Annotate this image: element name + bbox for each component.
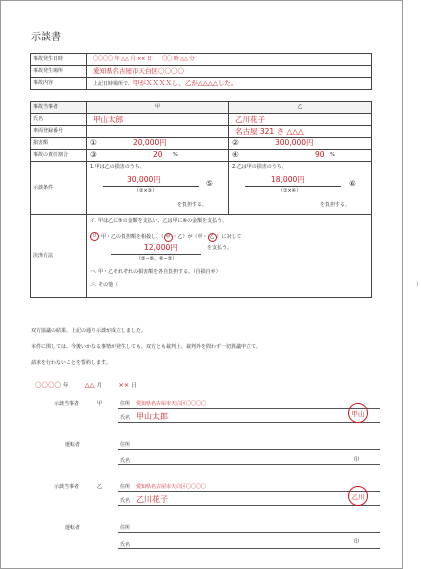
settlement-option-ha: ハ. 甲・乙それぞれの損害額を各自負担する。（自損自弁） xyxy=(90,269,221,275)
table-row xyxy=(31,150,372,162)
signature-line xyxy=(118,408,380,409)
settlement-calc: （⑤−⑥、⑥−⑤） xyxy=(136,256,178,262)
document-title: 示談書 xyxy=(31,32,61,43)
date-month-label: 月 xyxy=(96,383,103,389)
fraction-line xyxy=(245,186,341,187)
settlement-option-ni: ニ. その他（ xyxy=(90,282,119,288)
condition-b-calc: （①×④） xyxy=(278,188,302,194)
condition-a-calc: （②×③） xyxy=(134,188,158,194)
agreement-date xyxy=(35,380,137,389)
table-row xyxy=(31,114,372,126)
address-label: 住所 xyxy=(120,442,131,448)
incident-datetime-label: 事故発生日時 xyxy=(31,54,87,66)
incident-content-value xyxy=(87,78,372,90)
settlement-option-i: イ. 甲は乙に⑤の金額を支払い、乙は甲に⑥の金額を支払う。 xyxy=(90,218,228,224)
name-label: 氏名 xyxy=(31,114,87,126)
party-b-damage xyxy=(229,138,372,150)
party-b-fault-value: 90 xyxy=(315,150,325,159)
signature-line xyxy=(118,548,380,549)
circle-number-1: ① xyxy=(90,138,97,147)
signature-line xyxy=(118,491,380,492)
address-label: 住所 xyxy=(120,525,131,531)
party-a-damage-value: 20,000円 xyxy=(133,138,167,147)
date-month: △△ xyxy=(84,381,95,389)
party-b-label: 示談当事者 xyxy=(54,484,80,490)
circle-number-3: ③ xyxy=(90,150,97,159)
signature-line xyxy=(118,464,380,465)
party-b-seal: 乙川 xyxy=(348,486,368,506)
percent-unit: % xyxy=(173,152,178,158)
condition-a-head: 1.甲は乙の損害のうち、 xyxy=(90,164,145,170)
party-b-fault xyxy=(229,150,372,162)
date-day-label: 日 xyxy=(131,383,137,389)
plate-label: 車両登録番号 xyxy=(31,126,87,138)
table-row xyxy=(31,126,372,138)
settlement-option-ro-a: 甲・乙の負担額を相殺し、（ xyxy=(101,234,164,240)
party-b-address: 愛知県名古屋市天白区〇〇〇〇 xyxy=(136,484,207,490)
table-row xyxy=(31,162,372,215)
parties-table xyxy=(30,101,421,298)
closing-line: 本件に関しては、今後いかなる事情が発生しても、双方とも裁判上、裁判外を問わず一切異議申立て、 xyxy=(31,344,261,350)
circle-number-4: ④ xyxy=(232,150,239,159)
incident-content-text: 甲がＸＸＸＸし、乙が△△△△した。 xyxy=(132,79,238,87)
signature-line xyxy=(118,449,380,450)
incident-content-prefix: 上記日時場所で、 xyxy=(93,81,133,87)
closing-line: 請求を行わないことを誓約します。 xyxy=(31,360,111,366)
table-row xyxy=(31,102,372,114)
party-a-header: 甲 xyxy=(87,102,229,114)
party-a-address: 愛知県名古屋市天白区〇〇〇〇 xyxy=(136,401,207,407)
date-day: ×× xyxy=(118,381,130,389)
settlement-option-ro-mid: ・乙）が（甲・ xyxy=(172,234,208,240)
party-b-plate: 名古屋 321 さ △△△ xyxy=(229,126,372,138)
settlement-label: 決済方法 xyxy=(31,215,87,298)
party-a-seal: 甲山 xyxy=(348,403,368,423)
incident-info-table xyxy=(30,53,372,90)
fault-ratio-label: 事故の責任割合 xyxy=(31,150,87,162)
selected-payee: 乙 xyxy=(209,234,215,240)
table-row xyxy=(31,66,372,78)
party-a-name: 甲山太郎 xyxy=(87,114,229,126)
table-row xyxy=(31,78,372,90)
incident-content-label: 事故内容 xyxy=(31,78,87,90)
party-b-signed-name: 乙川花子 xyxy=(136,495,168,504)
condition-b-tail: を負担する。 xyxy=(320,202,351,208)
settlement-option-ro-text xyxy=(101,233,242,242)
party-a-label: 示談当事者 xyxy=(54,401,80,407)
circle-number-5: ⑤ xyxy=(206,179,213,188)
address-label: 住所 xyxy=(120,401,131,407)
incident-place-value: 愛知県名古屋市天白区〇〇〇〇 xyxy=(87,66,372,78)
condition-b xyxy=(229,162,372,215)
name-label: 氏名 xyxy=(120,498,131,504)
selected-payer: 甲 xyxy=(165,234,171,240)
closing-statement xyxy=(31,323,261,371)
name-label: 氏名 xyxy=(120,458,131,464)
condition-a-tail: を負担する。 xyxy=(177,202,208,208)
table-row xyxy=(31,54,372,66)
circle-number-6: ⑥ xyxy=(349,179,356,188)
circle-number-2: ② xyxy=(232,138,239,147)
date-year-label: 年 xyxy=(63,383,69,389)
address-label: 住所 xyxy=(120,484,131,490)
percent-unit: % xyxy=(330,152,335,158)
settlement-amount-tail: を支払う。 xyxy=(207,245,233,251)
signature-line xyxy=(118,505,380,506)
party-a-damage xyxy=(87,138,229,150)
condition-a xyxy=(87,162,229,215)
name-label: 氏名 xyxy=(120,415,131,421)
seal-mark: 印 xyxy=(354,539,360,545)
party-a-signed-name: 甲山太郎 xyxy=(136,412,168,421)
condition-b-head: 2.乙は甲の損害のうち、 xyxy=(232,164,287,170)
date-year: 〇〇〇〇 xyxy=(35,381,61,389)
party-a-fault xyxy=(87,150,229,162)
table-row xyxy=(31,215,372,298)
fraction-line xyxy=(111,254,201,255)
settlement-option-ni-close: ） xyxy=(416,282,421,288)
damage-label: 損害額 xyxy=(31,138,87,150)
incident-datetime-value: 〇〇〇〇 年 △△ 月 ×× 日 〇〇 時 △△ 分 xyxy=(87,54,372,66)
settlement-option-ro-mark: ロ xyxy=(91,233,97,239)
closing-line: 双方協議の結果、上記の通り示談が成立しました。 xyxy=(31,328,147,334)
parties-header-label: 事故当事者 xyxy=(31,102,87,114)
driver-b-label: 運転者 xyxy=(65,525,81,531)
incident-place-label: 事故発生場所 xyxy=(31,66,87,78)
seal-mark: 印 xyxy=(354,457,360,463)
condition-a-amount: 30,000円 xyxy=(127,175,161,184)
condition-b-amount: 18,000円 xyxy=(271,175,305,184)
party-b-name: 乙川花子 xyxy=(229,114,372,126)
settlement-option-ro-b: ）に対して xyxy=(216,234,242,240)
signature-line xyxy=(118,532,380,533)
settlement-amount: 12,000円 xyxy=(144,243,178,252)
table-row xyxy=(31,138,372,150)
party-a-plate xyxy=(87,126,229,138)
settlement-options xyxy=(87,215,421,298)
party-a-mark: 甲 xyxy=(97,401,103,407)
party-b-mark: 乙 xyxy=(97,484,103,490)
signature-line xyxy=(118,422,380,423)
party-a-fault-value: 20 xyxy=(153,150,163,159)
driver-a-label: 運転者 xyxy=(65,442,81,448)
party-b-damage-value: 300,000円 xyxy=(275,138,314,147)
party-b-header: 乙 xyxy=(229,102,372,114)
conditions-label: 示談条件 xyxy=(31,162,87,215)
fraction-line xyxy=(103,186,199,187)
name-label: 氏名 xyxy=(120,542,131,548)
